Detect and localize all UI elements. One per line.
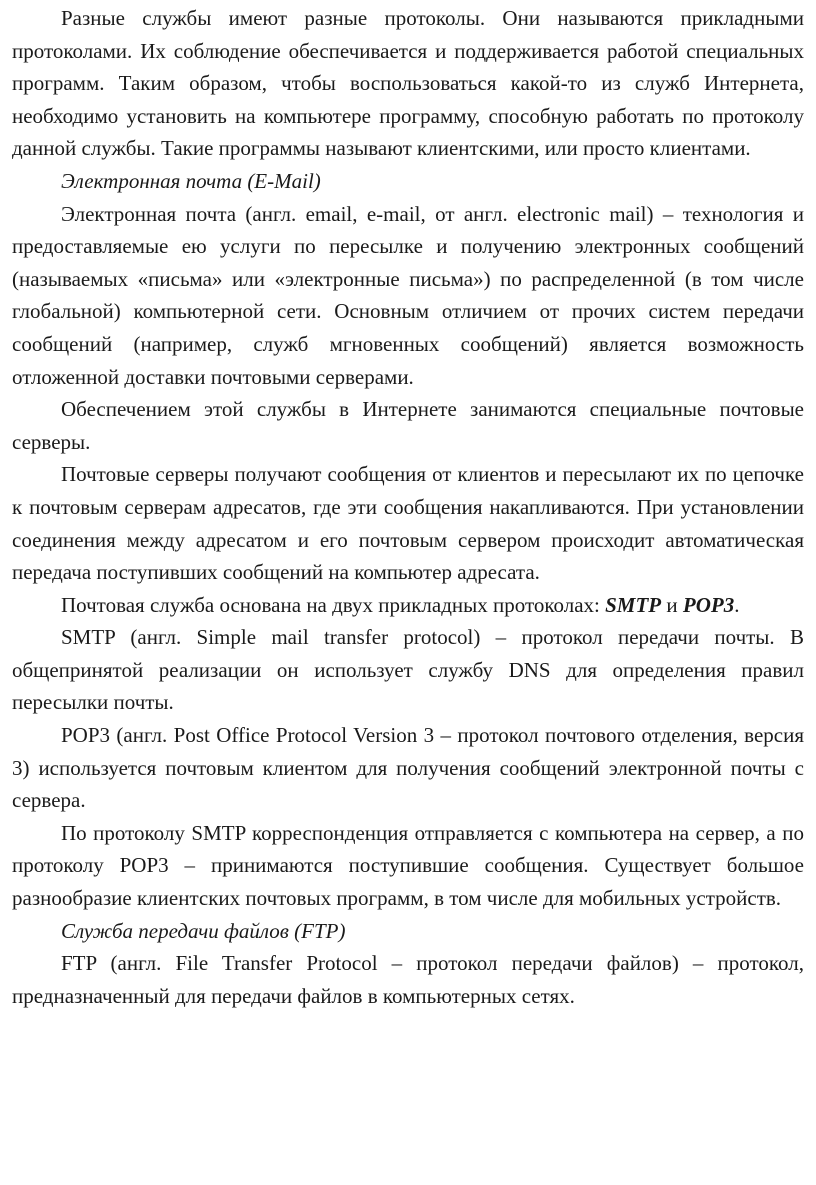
heading-email: Электронная почта (E-Mail)	[61, 168, 321, 193]
paragraph-mail-delivery: Почтовые серверы получают сообщения от клиентов и пересылают их по цепочке к почтовым серверам адресатов, где эти сообщения накапливаются. При установлении соединения между адресатом и его почтовым сервером происходит автоматическая передача поступивших сообщений на компьютер адресата.	[12, 462, 804, 585]
paragraph-email-definition: Электронная почта (англ. email, e-mail, от англ. electronic mail) – технология и предоставляемые ею услуги по пересылке и получению электронных сообщений (называемых «письма» или «электронные письма») по распределенной (в том числе глобальной) компьютерной сети. Основным отличием от прочих систем передачи сообщений (например, служб мгновенных сообщений) является возможность отложенной доставки почтовыми серверами.	[12, 201, 804, 389]
heading-ftp: Служба передачи файлов (FTP)	[61, 918, 346, 943]
mail-protocols-text-before: Почтовая служба основана на двух прикладных протоколах:	[61, 592, 606, 617]
term-pop3: POP3	[682, 592, 735, 617]
paragraph-protocols: Разные службы имеют разные протоколы. Они называются прикладными протоколами. Их соблюдение обеспечивается и поддерживается работой специальных программ. Таким образом, чтобы воспользоваться какой-то из служб Интернета, необходимо установить на компьютере программу, способную работать по протоколу данной службы. Такие программы называют клиентскими, или просто клиентами.	[12, 6, 804, 161]
mail-protocols-text-middle: и	[661, 592, 683, 617]
term-smtp: SMTP	[605, 592, 662, 617]
paragraph-mail-servers: Обеспечением этой службы в Интернете занимаются специальные почтовые серверы.	[12, 397, 804, 454]
paragraph-ftp: FTP (англ. File Transfer Protocol – протокол передачи файлов) – протокол, предназначенный для передачи файлов в компьютерных сетях.	[12, 951, 804, 1008]
paragraph-smtp: SMTP (англ. Simple mail transfer protocol) – протокол передачи почты. В общепринятой реализации он использует службу DNS для определения правил пересылки почты.	[12, 625, 804, 715]
paragraph-mail-protocols	[12, 589, 804, 622]
mail-protocols-text-after: .	[734, 592, 740, 617]
paragraph-pop3: POP3 (англ. Post Office Protocol Version 3 – протокол почтового отделения, версия 3) используется почтовым клиентом для получения сообщений электронной почты с сервера.	[12, 723, 804, 813]
paragraph-smtp-pop3-usage: По протоколу SMTP корреспонденция отправляется с компьютера на сервер, а по протоколу POP3 – принимаются поступившие сообщения. Существует большое разнообразие клиентских почтовых программ, в том числе для мобильных устройств.	[12, 820, 804, 911]
